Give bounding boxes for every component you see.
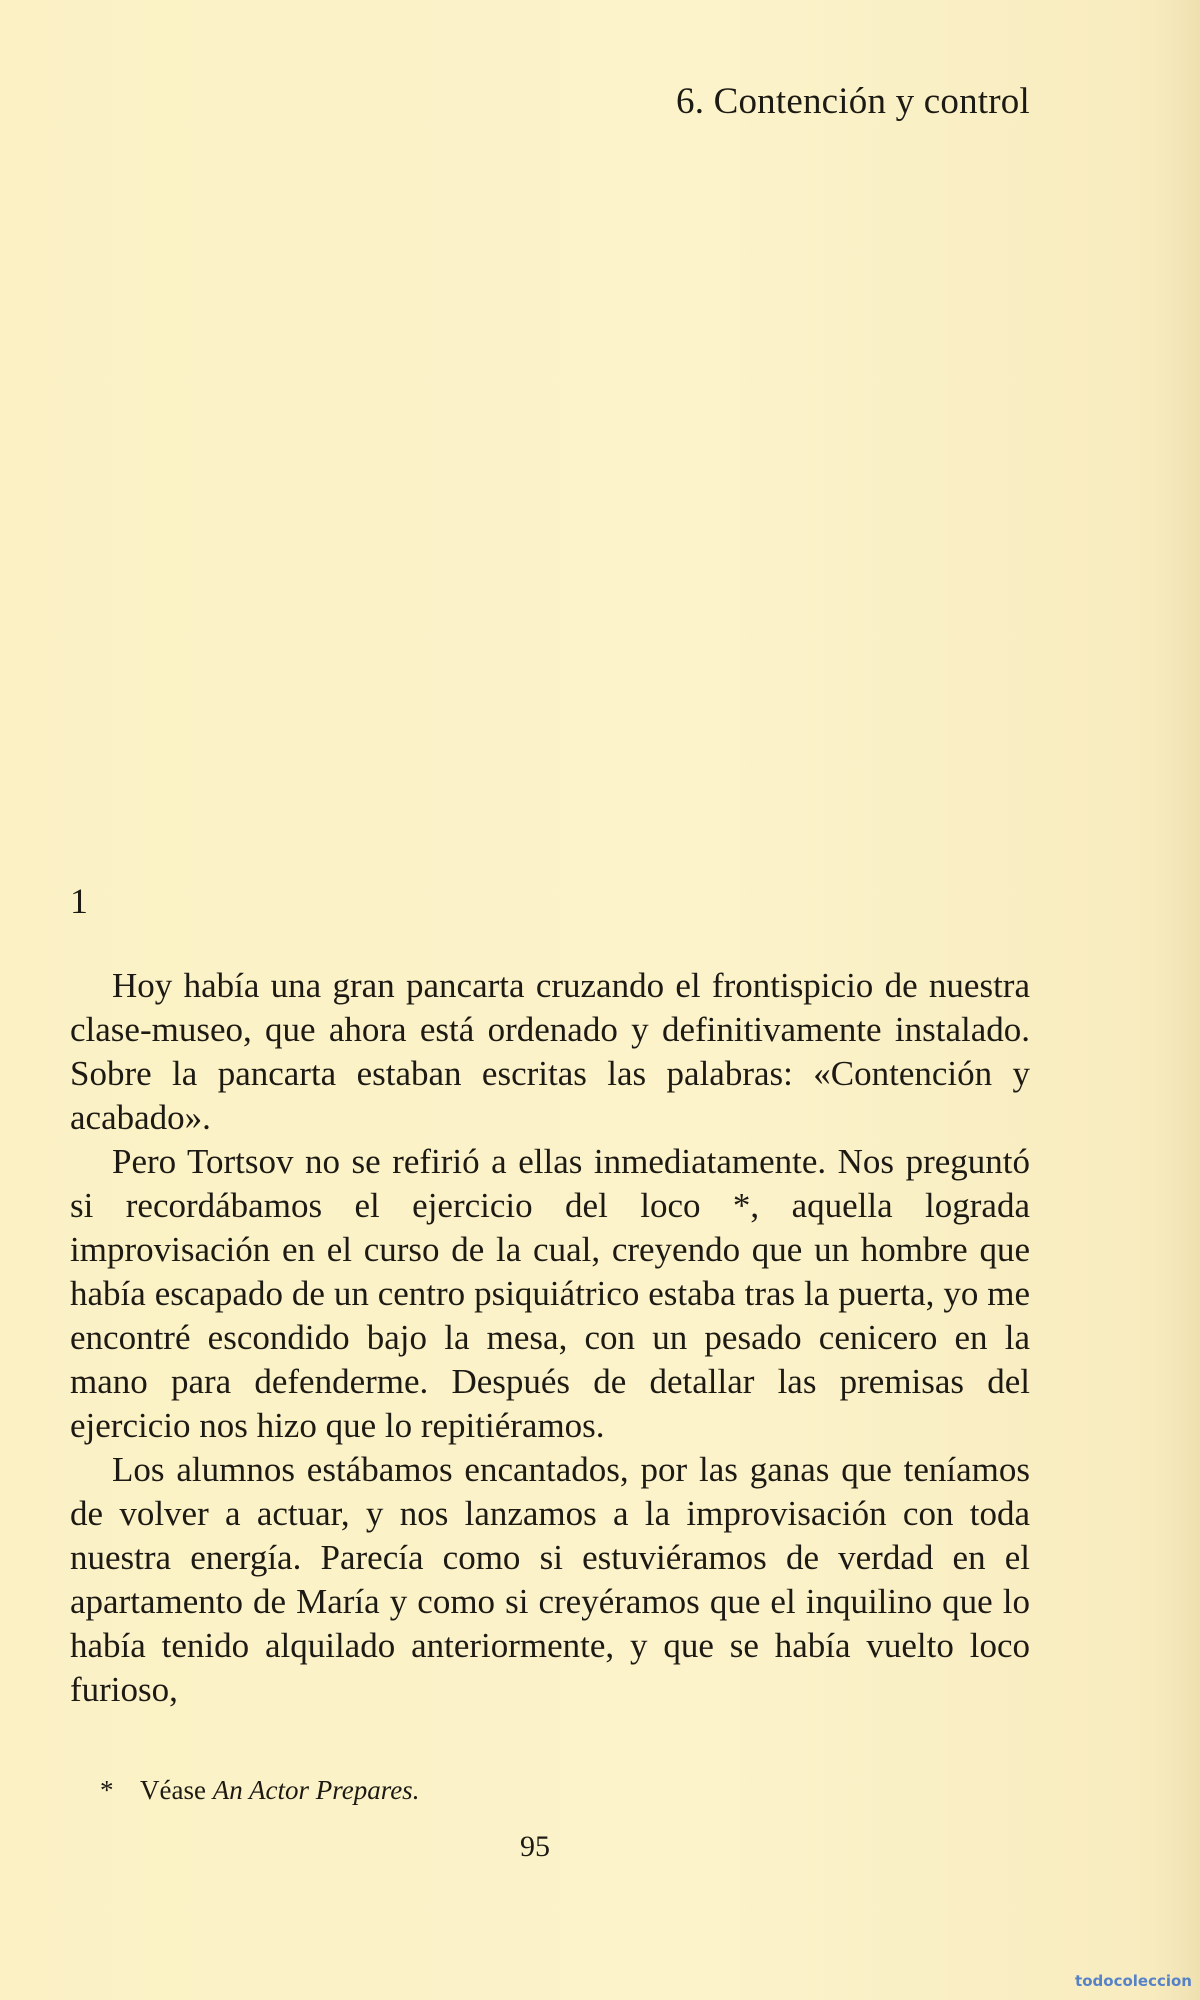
chapter-title: 6. Contención y control: [676, 81, 1030, 122]
paragraph-3: Los alumnos estábamos encantados, por las ganas que teníamos de volver a actuar, y nos lanzamos a la improvisación con toda nuestra energía. Parecía como si estuviéramos de verdad en el apartamento de María y como si creyéramos que el inquilino que lo había tenido alquilado anteriormente, y que se había vuelto loco furioso,: [70, 1450, 1030, 1709]
body-text: [70, 964, 1030, 1712]
footnote-text: Véase: [140, 1775, 213, 1805]
paragraph-1: Hoy había una gran pancarta cruzando el frontispicio de nuestra clase-museo, que ahora está ordenado y definitivamente instalado. Sobre la pancarta estaban escritas las palabras: «Contención y acabado».: [70, 966, 1030, 1137]
paragraph-2: Pero Tortsov no se refirió a ellas inmediatamente. Nos preguntó si recordábamos el ejercicio del loco *, aquella lograda improvisación en el curso de la cual, creyendo que un hombre que había escapado de un centro psiquiátrico estaba tras la puerta, yo me encontré escondido bajo la mesa, con un pesado cenicero en la mano para defenderme. Después de detallar las premisas del ejercicio nos hizo que lo repitiéramos.: [70, 1142, 1030, 1445]
footnote: [100, 1775, 419, 1806]
page-number: 95: [520, 1830, 550, 1863]
footnote-marker: *: [100, 1775, 114, 1805]
section-number: 1: [70, 881, 88, 921]
footnote-book-title: An Actor Prepares.: [212, 1775, 420, 1805]
watermark-logo: todocoleccion: [1075, 1972, 1192, 1990]
